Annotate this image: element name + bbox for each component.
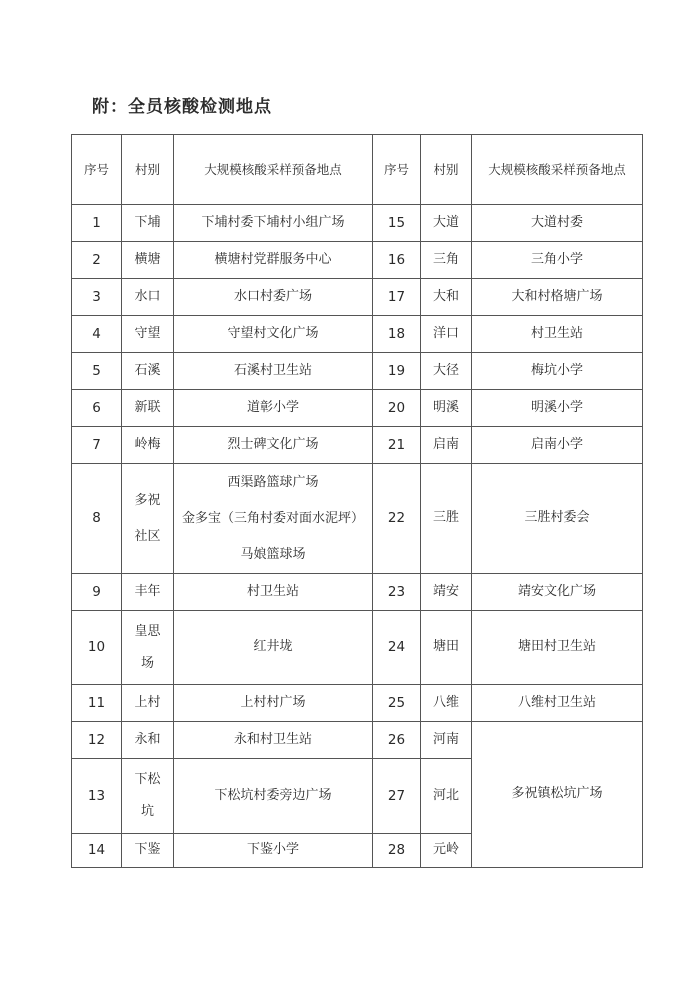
row-village: 洋口 xyxy=(421,316,472,353)
row-num: 8 xyxy=(72,464,122,574)
row-num: 16 xyxy=(373,242,421,279)
row-site: 梅坑小学 xyxy=(472,353,643,390)
table-row xyxy=(72,722,643,759)
row-site: 大道村委 xyxy=(472,205,643,242)
row-num: 18 xyxy=(373,316,421,353)
row-village: 岭梅 xyxy=(122,427,174,464)
row-village: 三角 xyxy=(421,242,472,279)
row-village: 河南 xyxy=(421,722,472,759)
row-site xyxy=(174,464,373,574)
row-num: 6 xyxy=(72,390,122,427)
row-village-line: 下松 xyxy=(134,772,161,787)
row-num: 21 xyxy=(373,427,421,464)
row-site: 靖安文化广场 xyxy=(472,574,643,611)
row-village: 八维 xyxy=(421,685,472,722)
row-num: 25 xyxy=(373,685,421,722)
row-site: 烈士碑文化广场 xyxy=(174,427,373,464)
row-num: 26 xyxy=(373,722,421,759)
row-village xyxy=(122,464,174,574)
header-village: 村别 xyxy=(122,135,174,205)
row-num: 3 xyxy=(72,279,122,316)
row-num: 1 xyxy=(72,205,122,242)
row-site: 启南小学 xyxy=(472,427,643,464)
row-village: 塘田 xyxy=(421,611,472,685)
row-site: 道彰小学 xyxy=(174,390,373,427)
row-site: 守望村文化广场 xyxy=(174,316,373,353)
row-num: 22 xyxy=(373,464,421,574)
row-site-line: 金多宝（三角村委对面水泥坪） xyxy=(181,510,364,526)
row-site: 横塘村党群服务中心 xyxy=(174,242,373,279)
row-site: 下鉴小学 xyxy=(174,834,373,868)
row-num: 11 xyxy=(72,685,122,722)
row-num: 2 xyxy=(72,242,122,279)
row-num: 13 xyxy=(72,759,122,834)
row-site: 石溪村卫生站 xyxy=(174,353,373,390)
row-site: 大和村格塘广场 xyxy=(472,279,643,316)
row-village: 靖安 xyxy=(421,574,472,611)
row-num: 23 xyxy=(373,574,421,611)
row-num: 15 xyxy=(373,205,421,242)
row-village: 大径 xyxy=(421,353,472,390)
row-village: 大道 xyxy=(421,205,472,242)
row-num: 9 xyxy=(72,574,122,611)
table-row xyxy=(72,390,643,427)
table-row xyxy=(72,574,643,611)
row-num: 19 xyxy=(373,353,421,390)
row-num: 4 xyxy=(72,316,122,353)
testing-sites-table xyxy=(71,134,643,868)
row-village: 元岭 xyxy=(421,834,472,868)
row-site: 水口村委广场 xyxy=(174,279,373,316)
table-row xyxy=(72,353,643,390)
row-site: 三胜村委会 xyxy=(472,464,643,574)
table-row xyxy=(72,427,643,464)
row-village-line: 社区 xyxy=(134,528,161,544)
row-village-line: 场 xyxy=(140,655,154,671)
row-village: 河北 xyxy=(421,759,472,834)
header-site: 大规模核酸采样预备地点 xyxy=(472,135,643,205)
row-num: 28 xyxy=(373,834,421,868)
header-village: 村别 xyxy=(421,135,472,205)
page-title: 附：全员核酸检测地点 xyxy=(92,97,272,117)
table-row xyxy=(72,611,643,685)
merged-site-cell: 多祝镇松坑广场 xyxy=(472,722,643,868)
table-header-row xyxy=(72,135,643,205)
row-site: 三角小学 xyxy=(472,242,643,279)
row-num: 20 xyxy=(373,390,421,427)
row-village xyxy=(122,611,174,685)
row-num: 5 xyxy=(72,353,122,390)
table-row xyxy=(72,685,643,722)
row-num: 17 xyxy=(373,279,421,316)
table-row xyxy=(72,316,643,353)
row-village: 启南 xyxy=(421,427,472,464)
row-village: 上村 xyxy=(122,685,174,722)
row-village: 丰年 xyxy=(122,574,174,611)
row-village: 下鉴 xyxy=(122,834,174,868)
row-village: 水口 xyxy=(122,279,174,316)
row-site: 塘田村卫生站 xyxy=(472,611,643,685)
row-num: 7 xyxy=(72,427,122,464)
row-village: 永和 xyxy=(122,722,174,759)
row-num: 10 xyxy=(72,611,122,685)
row-site-line: 西渠路篮球广场 xyxy=(227,474,319,490)
row-num: 27 xyxy=(373,759,421,834)
row-village: 下埔 xyxy=(122,205,174,242)
row-site: 上村村广场 xyxy=(174,685,373,722)
row-village: 大和 xyxy=(421,279,472,316)
row-village: 新联 xyxy=(122,390,174,427)
row-site: 下松坑村委旁边广场 xyxy=(174,759,373,834)
row-village: 明溪 xyxy=(421,390,472,427)
header-site: 大规模核酸采样预备地点 xyxy=(174,135,373,205)
row-site: 下埔村委下埔村小组广场 xyxy=(174,205,373,242)
row-site: 明溪小学 xyxy=(472,390,643,427)
row-village: 守望 xyxy=(122,316,174,353)
row-village: 三胜 xyxy=(421,464,472,574)
table-row xyxy=(72,205,643,242)
row-num: 24 xyxy=(373,611,421,685)
row-site: 八维村卫生站 xyxy=(472,685,643,722)
row-site: 村卫生站 xyxy=(174,574,373,611)
row-village: 石溪 xyxy=(122,353,174,390)
row-village: 横塘 xyxy=(122,242,174,279)
row-site-line: 马娘篮球场 xyxy=(240,546,306,562)
row-village xyxy=(122,759,174,834)
table-row xyxy=(72,242,643,279)
table-row xyxy=(72,464,643,574)
row-village-line: 坑 xyxy=(140,804,154,819)
header-num: 序号 xyxy=(373,135,421,205)
table-row xyxy=(72,279,643,316)
row-site: 永和村卫生站 xyxy=(174,722,373,759)
row-village-line: 皇思 xyxy=(134,623,161,639)
row-site: 红井垅 xyxy=(174,611,373,685)
header-num: 序号 xyxy=(72,135,122,205)
row-village-line: 多祝 xyxy=(134,492,161,508)
row-site: 村卫生站 xyxy=(472,316,643,353)
row-num: 12 xyxy=(72,722,122,759)
row-num: 14 xyxy=(72,834,122,868)
